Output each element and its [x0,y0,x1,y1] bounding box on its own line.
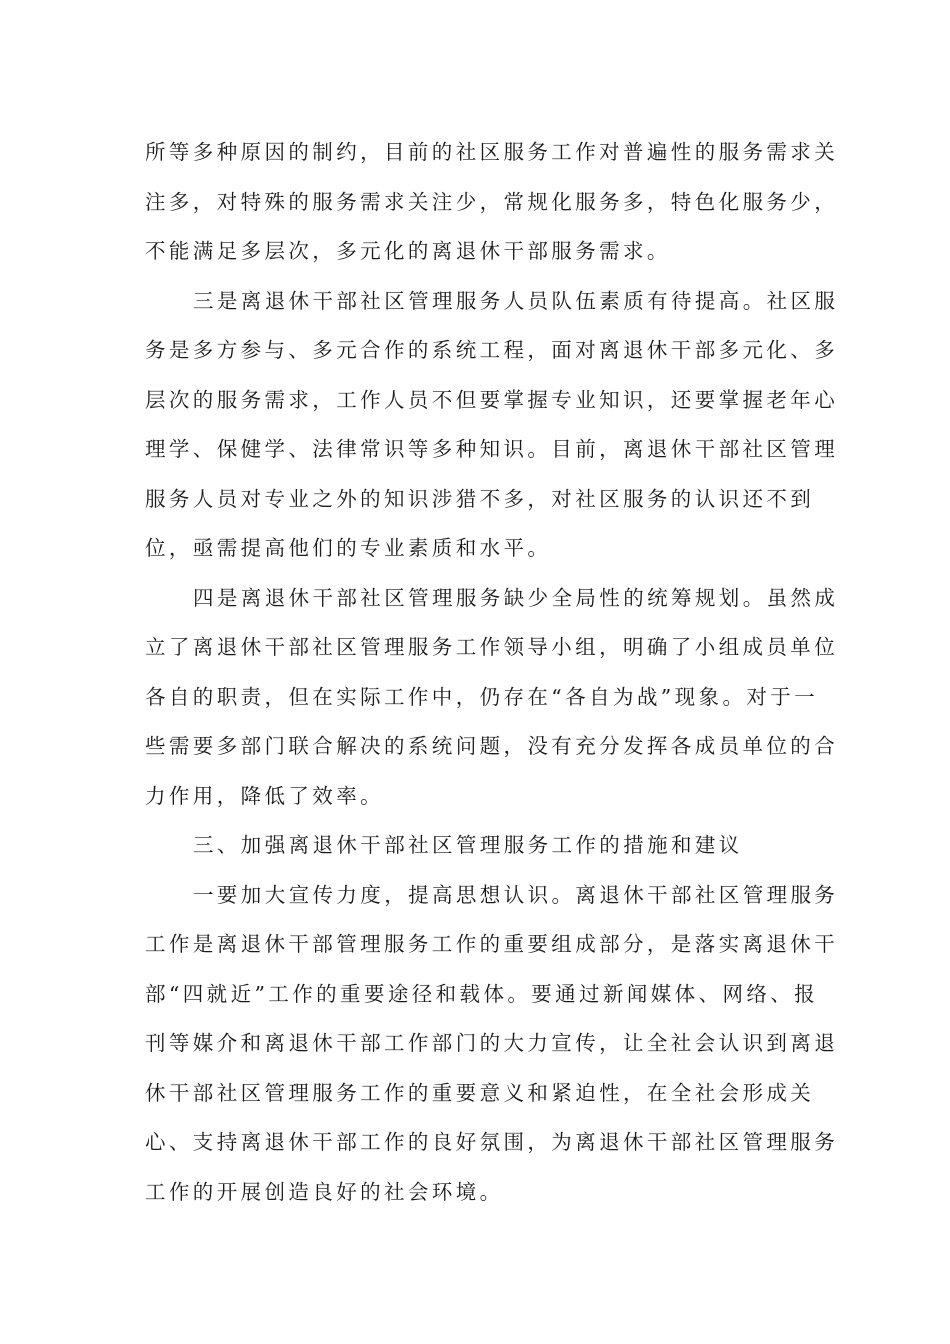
text-line: 工作的开展创造良好的社会环境。 [145,1179,504,1204]
text-line: 各自的职责，但在实际工作中，仍存在“各自为战”现象。对于一 [145,684,819,709]
text-line: 刊等媒介和离退休干部工作部门的大力宣传，让全社会认识到离退 [145,1031,839,1055]
text-line: 一要加大宣传力度，提高思想认识。离退休干部社区管理服务 [193,882,839,907]
text-line: 三是离退休干部社区管理服务人员队伍素质有待提高。社区服 [193,288,839,313]
paragraph-service-needs [145,128,839,277]
text-line: 务是多方参与、多元合作的系统工程，面对离退休干部多元化、多 [145,338,839,362]
text-line: 层次的服务需求，工作人员不但要掌握专业知识，还要掌握老年心 [145,387,839,412]
text-line: 休干部社区管理服务工作的重要意义和紧迫性，在全社会形成关 [145,1080,815,1105]
text-line: 服务人员对专业之外的知识涉猎不多，对社区服务的认识还不到 [145,486,815,511]
text-line: 不能满足多层次，多元化的离退休干部服务需求。 [145,239,671,263]
paragraph-publicity [145,871,839,1218]
paragraph-staff-quality [145,277,839,574]
text-line: 四是离退休干部社区管理服务缺少全局性的统筹规划。虽然成 [193,585,839,610]
text-line: 力作用，降低了效率。 [145,783,384,808]
text-line: 所等多种原因的制约，目前的社区服务工作对普遍性的服务需求关 [145,140,839,164]
text-line: 工作是离退休干部管理服务工作的重要组成部分，是落实离退休干 [145,932,839,956]
text-line: 理学、保健学、法律常识等多种知识。目前，离退休干部社区管理 [145,437,839,461]
text-line: 注多，对特殊的服务需求关注少，常规化服务多，特色化服务少， [145,189,839,214]
heading-line: 三、加强离退休干部社区管理服务工作的措施和建议 [193,833,743,857]
section-heading [145,821,810,871]
text-line: 部“四就近”工作的重要途径和载体。要通过新闻媒体、网络、报 [145,981,819,1006]
text-line: 立了离退休干部社区管理服务工作领导小组，明确了小组成员单位 [145,635,839,659]
document-page [145,128,839,1217]
paragraph-overall-planning [145,574,839,822]
text-line: 位，亟需提高他们的专业素质和水平。 [145,536,552,560]
text-line: 些需要多部门联合解决的系统问题，没有充分发挥各成员单位的合 [145,734,839,758]
text-line: 心、支持离退休干部工作的良好氛围，为离退休干部社区管理服务 [145,1130,839,1154]
